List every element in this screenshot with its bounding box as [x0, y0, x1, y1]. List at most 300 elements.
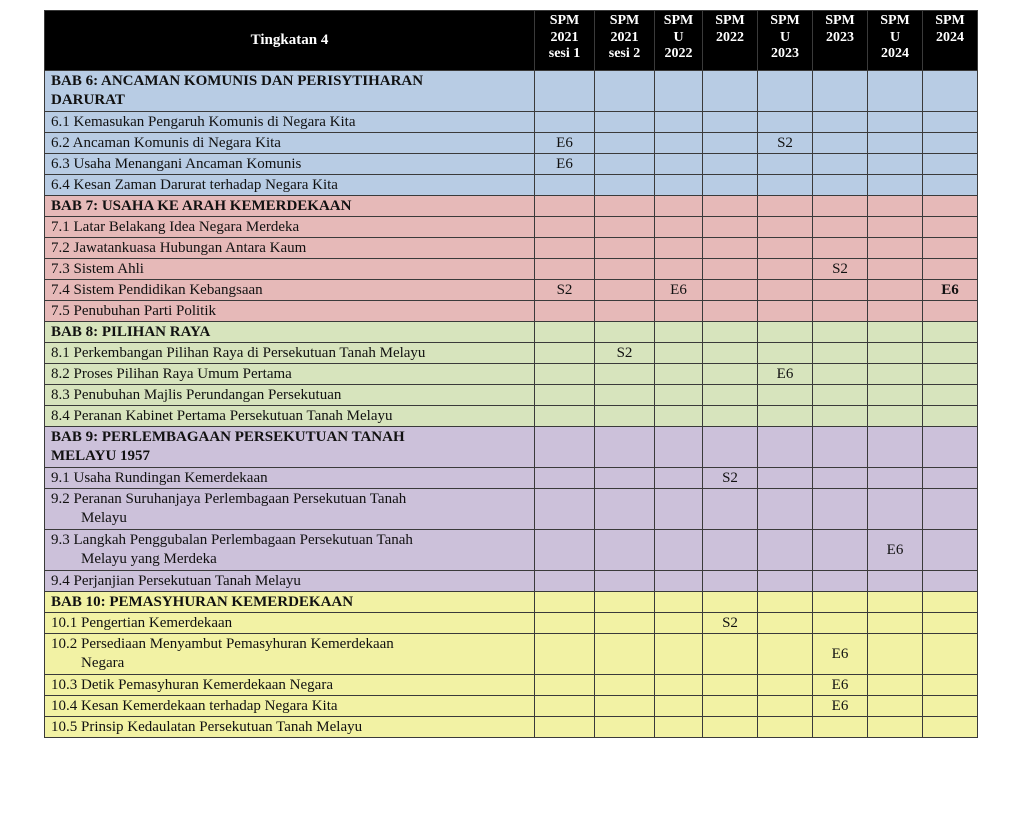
- header-column-line: 2021: [610, 29, 639, 45]
- topic-label-line: BAB 9: PERLEMBAGAAN PERSEKUTUAN TANAH: [51, 429, 405, 445]
- exam-cell: E6: [758, 364, 813, 385]
- exam-cell: E6: [655, 280, 703, 301]
- topic-label-line: 10.5 Prinsip Kedaulatan Persekutuan Tanah Melayu: [51, 718, 363, 735]
- chapter-row: [45, 322, 978, 343]
- exam-cell: [813, 238, 868, 259]
- exam-cell: [758, 280, 813, 301]
- topic-label-line: 8.3 Penubuhan Majlis Perundangan Persekutuan: [51, 386, 342, 403]
- exam-cell: [923, 301, 978, 322]
- exam-cell: [535, 717, 595, 738]
- exam-cell: [655, 322, 703, 343]
- header-column-line: sesi 1: [548, 46, 581, 61]
- exam-cell: [595, 71, 655, 112]
- header-column-line: 2021: [550, 29, 579, 45]
- exam-cell: [535, 217, 595, 238]
- exam-cell: [758, 112, 813, 133]
- exam-cell: [655, 571, 703, 592]
- exam-cell: [758, 634, 813, 675]
- exam-cell: [703, 217, 758, 238]
- exam-cell: [813, 717, 868, 738]
- header-column-line: 2023: [826, 29, 854, 45]
- topic-label: [45, 343, 535, 364]
- exam-cell: [595, 613, 655, 634]
- exam-cell: [923, 468, 978, 489]
- exam-cell: [923, 634, 978, 675]
- exam-cell: [535, 675, 595, 696]
- exam-cell: [923, 364, 978, 385]
- exam-cell: [868, 634, 923, 675]
- chapter-row: [45, 427, 978, 468]
- exam-cell: [655, 112, 703, 133]
- exam-cell: [923, 259, 978, 280]
- header-column-line: U: [673, 29, 684, 45]
- exam-cell: [758, 196, 813, 217]
- exam-cell: [655, 196, 703, 217]
- header-column-7: [868, 11, 923, 71]
- topic-label-line: 9.4 Perjanjian Persekutuan Tanah Melayu: [51, 572, 301, 589]
- exam-cell: [595, 175, 655, 196]
- exam-cell: [703, 696, 758, 717]
- exam-cell: [655, 175, 703, 196]
- exam-cell: E6: [535, 133, 595, 154]
- exam-cell: [813, 489, 868, 530]
- topic-label-line: 7.3 Sistem Ahli: [51, 260, 144, 277]
- header-column-line: 2022: [716, 29, 744, 45]
- exam-cell: [868, 259, 923, 280]
- exam-cell: [655, 530, 703, 571]
- topic-row: [45, 696, 978, 717]
- exam-cell: [868, 696, 923, 717]
- exam-cell: [703, 364, 758, 385]
- exam-cell: [868, 112, 923, 133]
- exam-cell: [868, 133, 923, 154]
- exam-cell: [535, 112, 595, 133]
- exam-cell: [535, 613, 595, 634]
- exam-cell: [868, 717, 923, 738]
- chapter-title: [45, 196, 535, 217]
- exam-cell: [758, 530, 813, 571]
- exam-cell: [813, 427, 868, 468]
- exam-cell: [655, 385, 703, 406]
- exam-cell: [758, 613, 813, 634]
- topic-label-line: 7.1 Latar Belakang Idea Negara Merdeka: [51, 218, 300, 235]
- exam-cell: [868, 468, 923, 489]
- exam-cell: [595, 322, 655, 343]
- topic-row: [45, 175, 978, 196]
- topic-row: [45, 634, 978, 675]
- exam-cell: [923, 385, 978, 406]
- exam-cell: [595, 112, 655, 133]
- exam-cell: [923, 154, 978, 175]
- topic-label-line: 10.2 Persediaan Menyambut Pemasyhuran Kemerdekaan: [51, 636, 394, 652]
- topic-row: [45, 613, 978, 634]
- topic-row: [45, 530, 978, 571]
- topic-label: [45, 613, 535, 634]
- exam-cell: [535, 696, 595, 717]
- exam-cell: [758, 385, 813, 406]
- exam-cell: [758, 175, 813, 196]
- exam-cell: [595, 154, 655, 175]
- exam-cell: E6: [813, 634, 868, 675]
- exam-cell: [813, 322, 868, 343]
- topic-label-line: DARURAT: [51, 92, 125, 108]
- exam-cell: [813, 364, 868, 385]
- table-header: [45, 11, 978, 71]
- exam-cell: E6: [868, 530, 923, 571]
- topic-label-line: BAB 10: PEMASYHURAN KEMERDEKAAN: [51, 593, 354, 610]
- topic-label: [45, 406, 535, 427]
- exam-cell: [813, 280, 868, 301]
- topic-label: [45, 133, 535, 154]
- exam-cell: [758, 489, 813, 530]
- exam-cell: [868, 238, 923, 259]
- exam-cell: [535, 406, 595, 427]
- exam-cell: [813, 406, 868, 427]
- exam-cell: [655, 133, 703, 154]
- topic-label-line: Negara: [81, 655, 125, 671]
- exam-cell: S2: [758, 133, 813, 154]
- topic-row: [45, 238, 978, 259]
- exam-cell: [703, 634, 758, 675]
- exam-cell: [868, 71, 923, 112]
- exam-cell: S2: [703, 613, 758, 634]
- topic-label: [45, 468, 535, 489]
- topic-row: [45, 489, 978, 530]
- exam-cell: [923, 613, 978, 634]
- exam-cell: [595, 301, 655, 322]
- exam-cell: [703, 280, 758, 301]
- topic-label-line: 9.3 Langkah Penggubalan Perlembagaan Persekutuan Tanah: [51, 532, 413, 548]
- header-column-line: SPM: [880, 13, 910, 28]
- exam-cell: [595, 696, 655, 717]
- exam-cell: [923, 217, 978, 238]
- exam-cell: [868, 427, 923, 468]
- exam-cell: [703, 238, 758, 259]
- exam-cell: [868, 217, 923, 238]
- exam-cell: [703, 154, 758, 175]
- header-column-line: SPM: [549, 13, 580, 28]
- topic-row: [45, 112, 978, 133]
- exam-cell: [923, 133, 978, 154]
- exam-cell: [758, 217, 813, 238]
- exam-cell: [813, 468, 868, 489]
- exam-cell: [703, 489, 758, 530]
- topic-label: [45, 634, 535, 675]
- exam-cell: [535, 175, 595, 196]
- header-column-line: SPM: [825, 13, 855, 28]
- exam-cell: [868, 592, 923, 613]
- exam-cell: [535, 468, 595, 489]
- exam-cell: [868, 280, 923, 301]
- exam-cell: [595, 280, 655, 301]
- exam-cell: [535, 259, 595, 280]
- header-column-1: [535, 11, 595, 71]
- topic-label: [45, 238, 535, 259]
- topic-exam-table: [44, 10, 978, 738]
- exam-cell: [758, 322, 813, 343]
- exam-cell: [868, 301, 923, 322]
- exam-cell: [758, 571, 813, 592]
- exam-cell: [813, 112, 868, 133]
- topic-label: [45, 364, 535, 385]
- exam-cell: [703, 133, 758, 154]
- topic-label-line: 10.1 Pengertian Kemerdekaan: [51, 614, 233, 631]
- topic-label: [45, 717, 535, 738]
- topic-row: [45, 259, 978, 280]
- exam-cell: [758, 238, 813, 259]
- exam-cell: [758, 696, 813, 717]
- exam-cell: [535, 530, 595, 571]
- topic-label: [45, 385, 535, 406]
- topic-row: [45, 280, 978, 301]
- header-column-4: [703, 11, 758, 71]
- exam-cell: [595, 489, 655, 530]
- exam-cell: [703, 675, 758, 696]
- exam-cell: [758, 301, 813, 322]
- exam-cell: [703, 71, 758, 112]
- topic-row: [45, 133, 978, 154]
- topic-label: [45, 696, 535, 717]
- chapter-row: [45, 196, 978, 217]
- exam-cell: [595, 385, 655, 406]
- topic-label: [45, 259, 535, 280]
- exam-cell: [758, 343, 813, 364]
- topic-label-line: 10.4 Kesan Kemerdekaan terhadap Negara Kita: [51, 697, 338, 714]
- header-column-8: [923, 11, 978, 71]
- exam-cell: [655, 259, 703, 280]
- exam-cell: [813, 71, 868, 112]
- exam-cell: [655, 238, 703, 259]
- chapter-row: [45, 592, 978, 613]
- exam-cell: [655, 489, 703, 530]
- exam-cell: [758, 717, 813, 738]
- exam-cell: [703, 571, 758, 592]
- topic-label-line: MELAYU 1957: [51, 448, 151, 464]
- header-column-3: [655, 11, 703, 71]
- header-title: Tingkatan 4: [45, 11, 535, 71]
- exam-cell: [595, 571, 655, 592]
- exam-cell: [868, 175, 923, 196]
- exam-cell: [655, 71, 703, 112]
- chapter-title: [45, 71, 535, 112]
- exam-cell: [758, 259, 813, 280]
- topic-row: [45, 364, 978, 385]
- header-column-line: 2024: [881, 46, 909, 61]
- header-row: [45, 11, 978, 71]
- topic-row: [45, 217, 978, 238]
- exam-cell: [813, 530, 868, 571]
- exam-cell: [923, 489, 978, 530]
- exam-cell: [813, 301, 868, 322]
- exam-cell: [595, 364, 655, 385]
- exam-cell: [758, 406, 813, 427]
- exam-cell: [868, 154, 923, 175]
- exam-cell: [655, 717, 703, 738]
- exam-cell: [703, 592, 758, 613]
- exam-cell: [703, 175, 758, 196]
- exam-cell: [535, 301, 595, 322]
- topic-label-line: 9.2 Peranan Suruhanjaya Perlembagaan Persekutuan Tanah: [51, 491, 407, 507]
- exam-cell: [758, 592, 813, 613]
- topic-label-line: 9.1 Usaha Rundingan Kemerdekaan: [51, 469, 268, 486]
- topic-row: [45, 385, 978, 406]
- topic-label: [45, 301, 535, 322]
- header-column-line: U: [779, 29, 791, 45]
- topic-row: [45, 717, 978, 738]
- topic-label-line: 6.4 Kesan Zaman Darurat terhadap Negara Kita: [51, 176, 338, 193]
- header-column-line: SPM: [663, 13, 694, 28]
- exam-cell: [595, 717, 655, 738]
- topic-label-line: 6.3 Usaha Menangani Ancaman Komunis: [51, 155, 302, 172]
- exam-cell: [655, 592, 703, 613]
- exam-cell: [813, 613, 868, 634]
- exam-cell: [813, 385, 868, 406]
- exam-cell: [595, 238, 655, 259]
- exam-cell: [655, 427, 703, 468]
- topic-label-line: 7.4 Sistem Pendidikan Kebangsaan: [51, 281, 263, 298]
- exam-cell: S2: [535, 280, 595, 301]
- exam-cell: [703, 717, 758, 738]
- topic-label: [45, 280, 535, 301]
- exam-cell: [655, 613, 703, 634]
- chapter-title: [45, 322, 535, 343]
- topic-row: [45, 406, 978, 427]
- exam-cell: [655, 154, 703, 175]
- exam-cell: [595, 259, 655, 280]
- topic-label-line: 7.5 Penubuhan Parti Politik: [51, 302, 216, 319]
- header-column-6: [813, 11, 868, 71]
- exam-cell: [535, 571, 595, 592]
- exam-cell: [595, 217, 655, 238]
- exam-cell: [813, 343, 868, 364]
- exam-cell: [595, 592, 655, 613]
- exam-cell: [703, 322, 758, 343]
- exam-cell: [535, 489, 595, 530]
- exam-cell: [923, 530, 978, 571]
- exam-cell: [868, 489, 923, 530]
- exam-cell: [923, 238, 978, 259]
- header-column-line: SPM: [770, 13, 800, 28]
- exam-cell: [703, 427, 758, 468]
- exam-cell: S2: [595, 343, 655, 364]
- exam-cell: [868, 406, 923, 427]
- exam-cell: [595, 634, 655, 675]
- chapter-title: [45, 427, 535, 468]
- topic-row: [45, 675, 978, 696]
- exam-cell: [535, 71, 595, 112]
- exam-cell: [868, 675, 923, 696]
- topic-row: [45, 571, 978, 592]
- exam-cell: [655, 343, 703, 364]
- header-column-5: [758, 11, 813, 71]
- topic-label-line: 6.2 Ancaman Komunis di Negara Kita: [51, 134, 281, 151]
- header-column-line: 2024: [936, 29, 964, 45]
- header-column-line: 2023: [771, 46, 799, 61]
- exam-cell: [535, 592, 595, 613]
- topic-label: [45, 675, 535, 696]
- exam-cell: [758, 468, 813, 489]
- exam-cell: [535, 196, 595, 217]
- exam-cell: [923, 592, 978, 613]
- topic-label-line: Melayu: [81, 510, 127, 526]
- exam-cell: [923, 717, 978, 738]
- header-column-line: SPM: [715, 13, 745, 28]
- exam-cell: [655, 406, 703, 427]
- exam-cell: E6: [923, 280, 978, 301]
- exam-cell: [923, 675, 978, 696]
- exam-cell: [535, 238, 595, 259]
- exam-cell: [868, 385, 923, 406]
- exam-cell: [655, 696, 703, 717]
- exam-cell: [535, 385, 595, 406]
- topic-label-line: BAB 8: PILIHAN RAYA: [51, 323, 211, 340]
- exam-cell: [703, 112, 758, 133]
- header-column-line: SPM: [609, 13, 640, 28]
- header-column-line: 2022: [664, 46, 693, 61]
- exam-cell: [535, 364, 595, 385]
- exam-cell: [868, 364, 923, 385]
- exam-cell: [595, 468, 655, 489]
- exam-cell: E6: [813, 696, 868, 717]
- topic-row: [45, 343, 978, 364]
- exam-cell: [535, 427, 595, 468]
- exam-cell: [655, 217, 703, 238]
- exam-cell: [758, 675, 813, 696]
- exam-cell: E6: [813, 675, 868, 696]
- exam-cell: [868, 613, 923, 634]
- exam-cell: [813, 175, 868, 196]
- exam-cell: [923, 196, 978, 217]
- exam-cell: [595, 530, 655, 571]
- exam-cell: S2: [703, 468, 758, 489]
- topic-label-line: BAB 7: USAHA KE ARAH KEMERDEKAAN: [51, 197, 352, 214]
- exam-cell: [813, 217, 868, 238]
- chapter-row: [45, 71, 978, 112]
- exam-cell: [923, 175, 978, 196]
- exam-cell: [813, 592, 868, 613]
- exam-cell: S2: [813, 259, 868, 280]
- exam-cell: [923, 112, 978, 133]
- exam-cell: [868, 196, 923, 217]
- topic-label-line: 8.4 Peranan Kabinet Pertama Persekutuan Tanah Melayu: [51, 407, 393, 424]
- topic-label: [45, 571, 535, 592]
- exam-cell: [535, 343, 595, 364]
- exam-cell: [703, 385, 758, 406]
- exam-cell: [595, 133, 655, 154]
- exam-cell: [923, 322, 978, 343]
- exam-cell: [923, 427, 978, 468]
- topic-label: [45, 489, 535, 530]
- topic-label-line: BAB 6: ANCAMAN KOMUNIS DAN PERISYTIHARAN: [51, 73, 424, 89]
- exam-cell: [703, 301, 758, 322]
- exam-cell: [868, 343, 923, 364]
- topic-row: [45, 301, 978, 322]
- exam-cell: [813, 571, 868, 592]
- topic-label-line: 6.1 Kemasukan Pengaruh Komunis di Negara Kita: [51, 113, 356, 130]
- topic-label-line: 10.3 Detik Pemasyhuran Kemerdekaan Negara: [51, 676, 333, 693]
- exam-cell: [758, 427, 813, 468]
- topic-label: [45, 154, 535, 175]
- exam-cell: [813, 154, 868, 175]
- exam-cell: [923, 696, 978, 717]
- exam-cell: [703, 196, 758, 217]
- exam-cell: [923, 571, 978, 592]
- exam-cell: [703, 530, 758, 571]
- topic-row: [45, 154, 978, 175]
- topic-label-line: 8.1 Perkembangan Pilihan Raya di Persekutuan Tanah Melayu: [51, 344, 426, 361]
- topic-label: [45, 112, 535, 133]
- exam-cell: [595, 427, 655, 468]
